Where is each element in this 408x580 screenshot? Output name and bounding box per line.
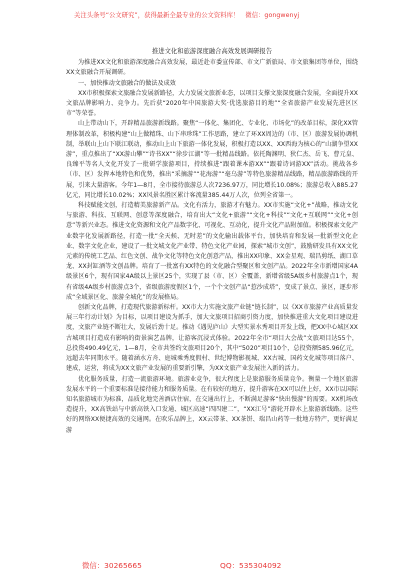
- paragraph-service-quality: 优化服务质量，打造一流旅游环境。旅游业竞争，很大程度上是旅游服务质量竞争。衡量一个地区旅游发展水平的一个重要标准是接待能力和服务质量。在有较好的地方，提升游客在XX可以住上好，XX市以国际知名旅游城市为标准，品质化地完善酒店住宿，在交通出行上，不断满足游客“快出慢游”的需要。XX机场改造提升，XX高铁站与中新高铁入口发通、城区高速“四四建二”，“XX江号”游轮开辟水上旅游新线路。这些好的网络XX便捷高效的交通网。在吹乐品牌上，XX云帯茶、XX茶饼、瑞昌山药等一批地方特产，更好满足游: [66, 375, 358, 434]
- footer-qq: QQ：535304092: [220, 561, 282, 570]
- footer-wechat: 微信：30265665: [82, 561, 142, 570]
- paragraph-tourism-routes: 山上带动山下，开辟精品旅游新线路。聚焦“一体化、集团化、专业化、市场化”的改革目标，深化XX管理体制改革，积极构建“山上做精珠、山下串珍珠”工作思路，建立了环XX周边的（市、区）旅游发展协调机制，举联山上山下联江联动，推动山上山下旅游一体化发展，积极打造以XX、XX西海为核心的“山湖争望XX游”，重点推出了“XX游山攀”“诗书XX”“徐步江湖”等一批精品线路。依托陶渊明、狄仁杰、岳飞、曹元皇、良臻平等名人文化开发了一批研学旅游项目，持续推进“跟着课本游XX”“跟着诗词游XX”活动。挑战各乡（市、区）发挥本地特色和优势，推出“采摘游”“花海游”“毫乌游”等特色旅游精品线路，精品旅游路线的开展，引来大量游客。今年1—8月，全市接待旅游总人次7236.97万，同比增长10.08%；旅游总收入885.27亿元，同比增长10.02%；XX风景名胜区累计客流量385.44万人次，位列全省第一。: [66, 120, 358, 199]
- section-heading: 一、加快推动文旅融合的做法及成效: [78, 79, 176, 87]
- document-body: [66, 47, 358, 534]
- document-title: 推进文化和旅游深度融合高效发展调研报告: [151, 48, 273, 55]
- promo-banner: [74, 9, 374, 23]
- paragraph-overview: XX市积极探索文旅融合发展新路径，大力发展文旅新业态，以项目支撑文旅深度融合发展，全面提升XX文旅品牌影响力、竞争力。先后获“2020年中国旅游大奖·优选旅游目的地”“全省旅游产业发展先进区区市”等荣誉。: [66, 89, 358, 118]
- paragraph-tech-creative: 科技赋能文创，打造精美旅游新产品。文化有活力，旅游才有魅力。XX市实施“文化+”战略，推动文化与旅游、科技、互联网、创意等深度融合，培育出大“文化+旅游”“文化+科技”“文化+互联网”“文化+创意”等新兴业态。推进文化资源和文化产品数字化、可视化、互动化，提升文化产品附加值。积极探索文化产业数字化发展新路径，打造一批“全天候、无时差”的文化输出载体平台，加快培育和发展一批新型文化企业、数字文化企业，建设了一批文城文化产业带、特色文化产业园，探索“城市文创”，鼓励研发具有XX文化元素的传统工艺品、红色文创、战争文化等特色文化创意产品，推出XX印象、XX金星观、瑞昌剪纸、湖口草龙、XX封缸酒等文创品牌。培育了一批富有XX特色的文化融合型聚区和文创产品。2022年全市新增国家4A级景区6个，现有国家4A级以上景区25个，实现了县（市、区）全覆盖，新增省级5A级乡村旅游点1个，现有省级4A级乡村旅游点3个，省级旅游度假区1个，一个个文创产品“惹沙成塔”，变成了景点、景区，逐步形成“全域景区化、旅游全城化”的发展格局。: [66, 202, 358, 301]
- paragraph-intro: 为推进XX文化和旅游深度融合高效发展，最近赴市委宣传部、市文广新旅局、市文旅集团等单位，围绕XX文旅融合开展调研。: [66, 59, 358, 77]
- banner-wechat-text: 微信：gongwenyj: [245, 12, 300, 19]
- paragraph-brand-innovation: 创新文化品牌，打造现代旅游新标杆。XX市大力实施文旅产业链“链长制”，以《XX市旅游产业高质量发展三年行动计划》为目标，以项目建设为抓手，加大文旅项目招商引资力度，加快推进重大文化项目建设进度，文旅产业链不断壮大，发展后劲十足。推动《遇见庐山》大型实景水秀项目开发上线，把XX中心城区XX古城项目打造成有影响的街景演艺品牌，让游客沉浸式体验。2022年全市“项目大会战”文旅项目达55个，总投资490.49亿元，1—8月，全市共签约文旅项目20个，其中“5020”项目10个，总投资额585.96亿元，远超去年同期水平。随着涵水方舟、庭城乘秀度假村、世纪博物影视城、XX古城、国药文化城等项目落户、建成，运营，将成为XX文旅产业发展的重要新引擎，为XX文旅产业发展注入新的活力。: [66, 304, 358, 373]
- banner-follow-text: 关注头条号“公文研究”，获得最新全最专业的公文资料库！: [74, 12, 240, 19]
